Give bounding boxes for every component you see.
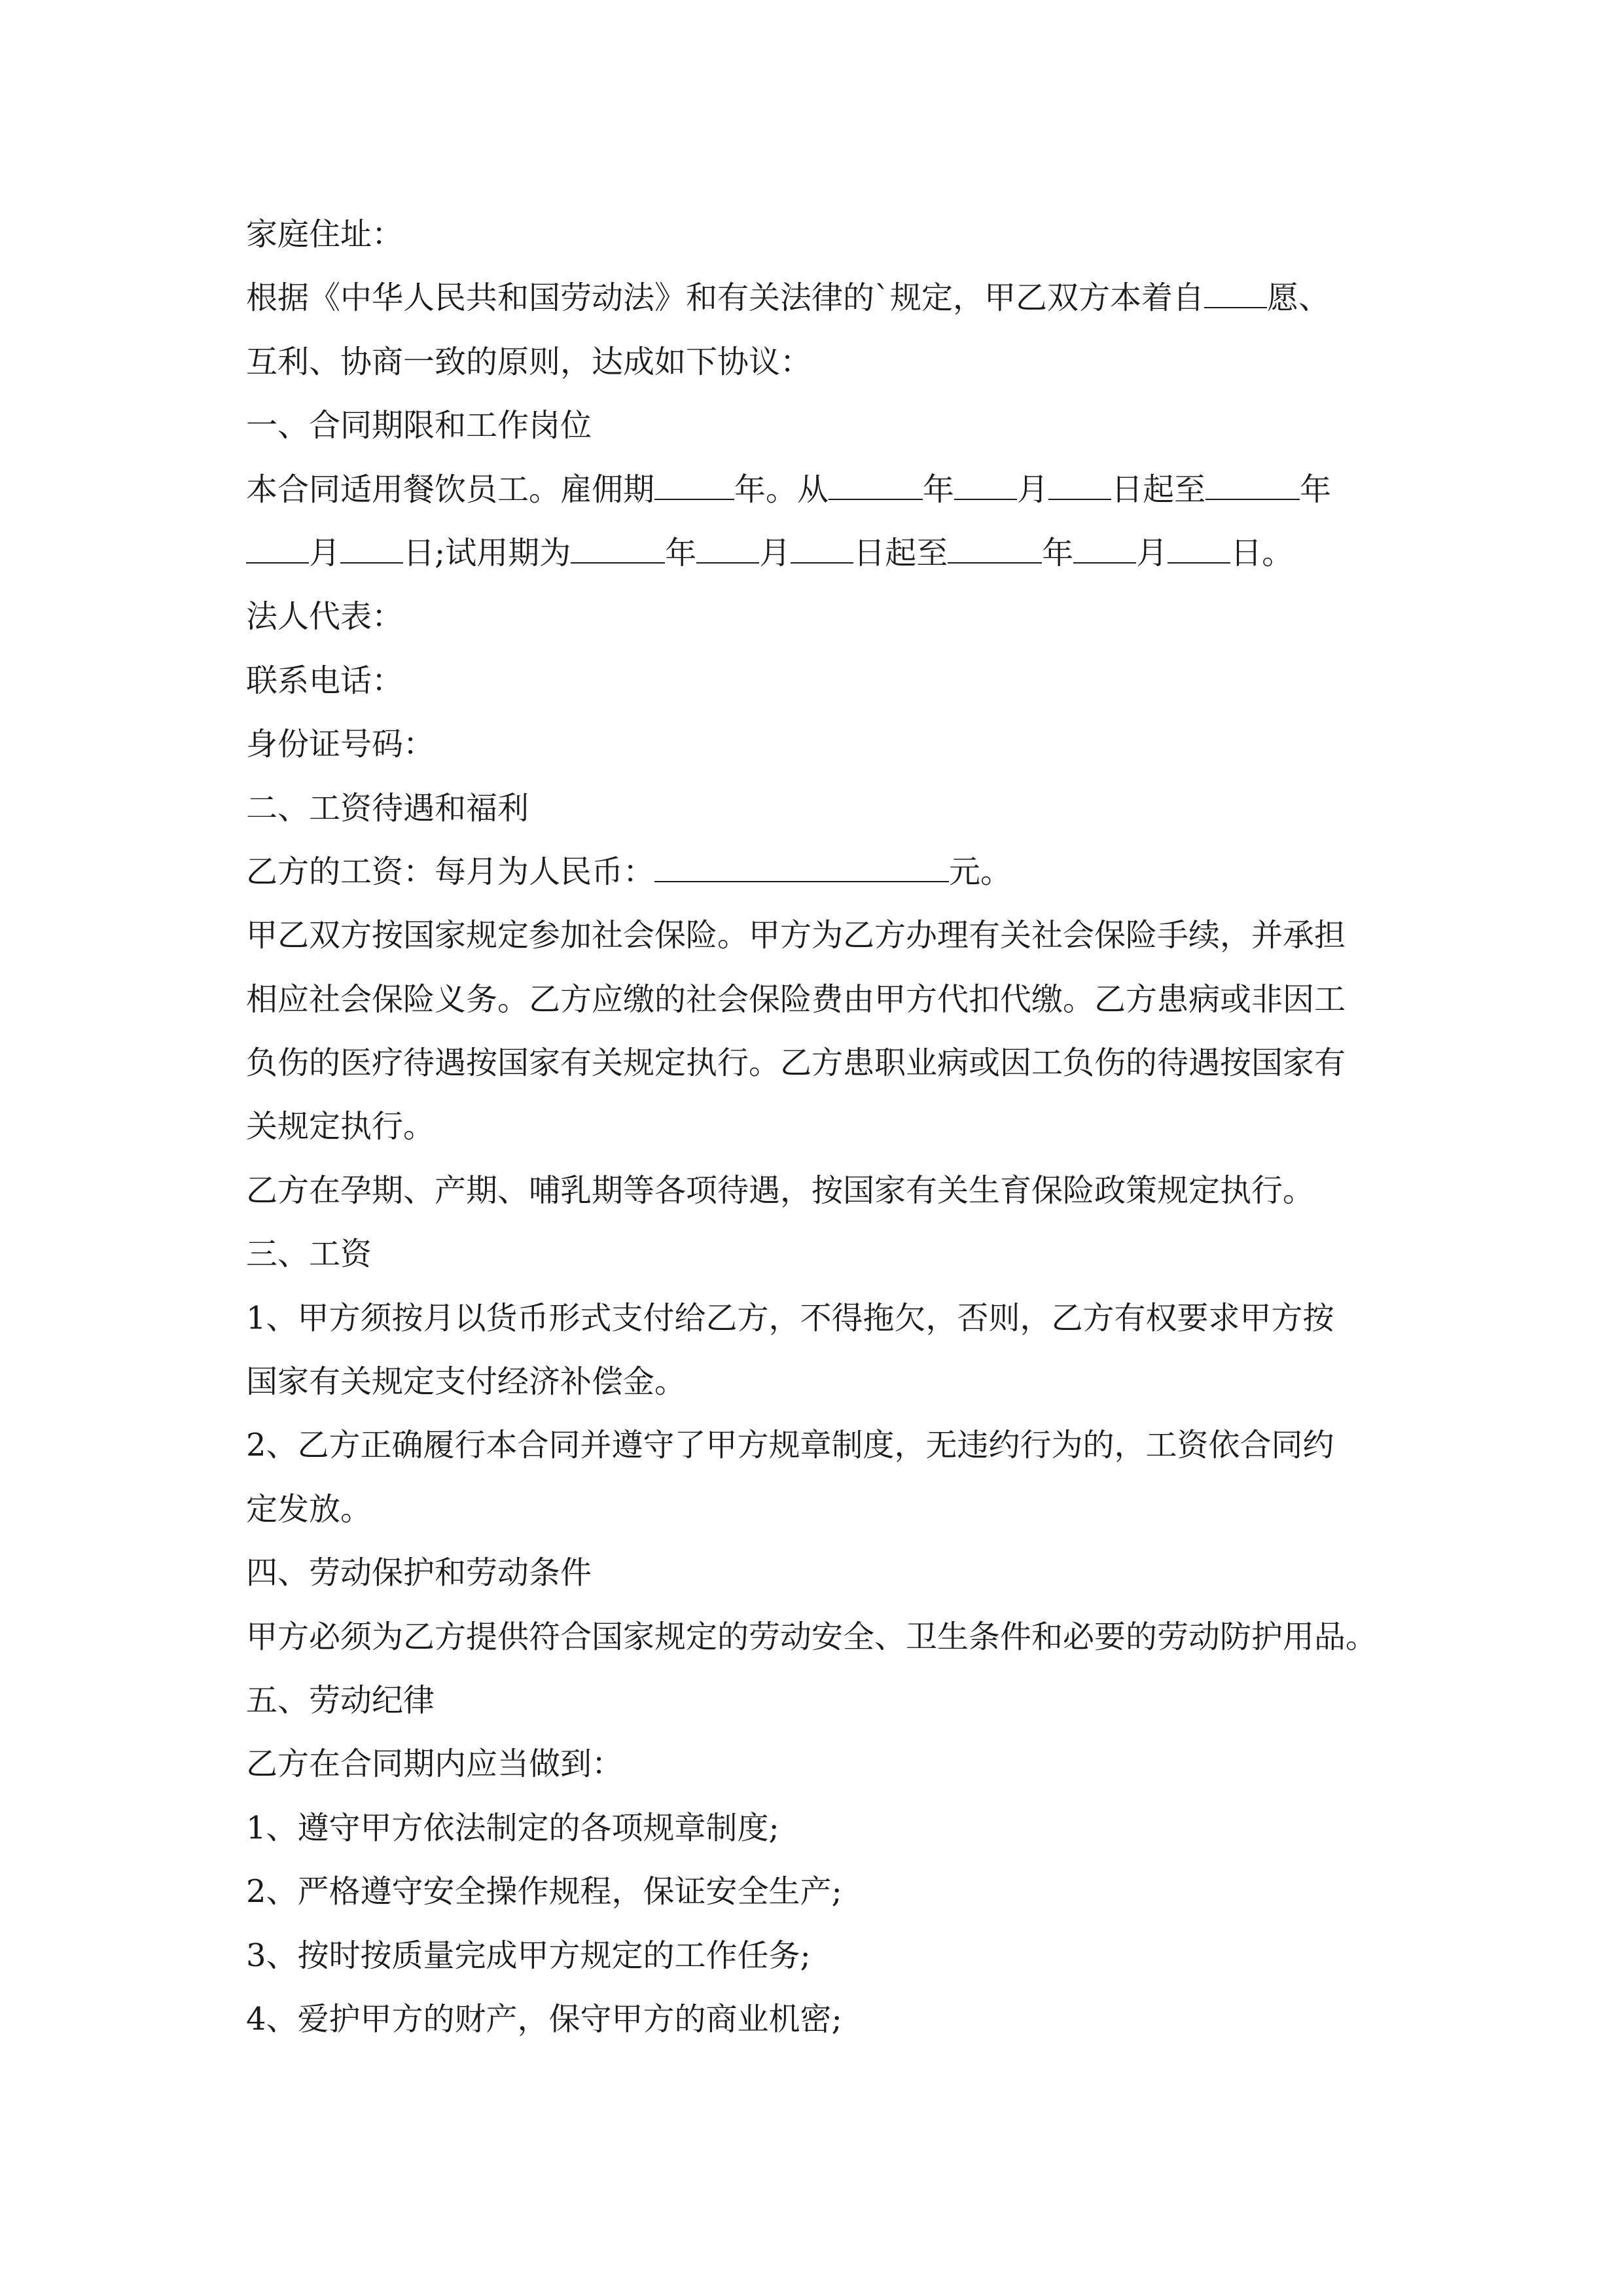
paragraph-text: 定发放。 <box>246 1490 372 1528</box>
term-line-2 <box>246 522 1398 585</box>
section-heading: 二、工资待遇和福利 <box>246 789 529 827</box>
paragraph-line <box>246 1095 1398 1158</box>
term-text: 月 <box>759 534 791 571</box>
id-number-line <box>246 713 1398 776</box>
phone-line <box>246 649 1398 713</box>
paragraph-text: 相应社会保险义务。乙方应缴的社会保险费由甲方代扣代缴。乙方患病或非因工 <box>246 980 1346 1018</box>
list-item-text: 2、严格遵守安全操作规程，保证安全生产; <box>246 1873 842 1910</box>
paragraph-line <box>246 1350 1398 1414</box>
paragraph-text: 乙方在合同期内应当做到： <box>246 1746 624 1783</box>
term-text: 日;试用期为 <box>403 534 571 571</box>
section-heading: 一、合同期限和工作岗位 <box>246 407 592 444</box>
paragraph-line <box>246 1031 1398 1095</box>
paragraph-line <box>246 1605 1398 1669</box>
paragraph-line <box>246 1287 1398 1350</box>
phone-label: 联系电话： <box>246 662 404 699</box>
section-5-heading <box>246 1669 1398 1732</box>
term-text: 年。从 <box>734 471 829 508</box>
paragraph-text: 甲方必须为乙方提供符合国家规定的劳动安全、卫生条件和必要的劳动防护用品。 <box>246 1618 1378 1655</box>
salary-line <box>246 840 1398 904</box>
paragraph-line <box>246 1159 1398 1223</box>
fill-blank <box>571 536 665 564</box>
term-text: 年 <box>1300 471 1332 508</box>
home-address-label: 家庭住址： <box>246 216 404 253</box>
term-text: 年 <box>923 471 955 508</box>
section-1-heading <box>246 394 1398 457</box>
contract-body <box>246 203 1398 2051</box>
paragraph-text: 2、乙方正确履行本合同并遵守了甲方规章制度，无违约行为的，工资依合同约 <box>246 1427 1334 1464</box>
term-text: 日起至 <box>853 534 948 571</box>
section-2-heading <box>246 777 1398 840</box>
list-item-text: 3、按时按质量完成甲方规定的工作任务; <box>246 1937 811 1974</box>
list-item <box>246 1988 1398 2051</box>
fill-blank <box>340 536 403 564</box>
legal-rep-label: 法人代表： <box>246 598 404 636</box>
fill-blank <box>954 473 1017 500</box>
list-item-text: 4、爱护甲方的财产，保守甲方的商业机密; <box>246 2000 842 2037</box>
paragraph-line <box>246 1414 1398 1477</box>
section-4-heading <box>246 1541 1398 1605</box>
term-text: 月 <box>1017 471 1049 508</box>
fill-blank <box>1204 281 1267 308</box>
fill-blank <box>1073 536 1136 564</box>
fill-blank <box>654 473 734 500</box>
list-item <box>246 1797 1398 1860</box>
section-3-heading <box>246 1223 1398 1286</box>
paragraph-text: 负伤的医疗待遇按国家有关规定执行。乙方患职业病或因工负伤的待遇按国家有 <box>246 1045 1346 1082</box>
paragraph-text: 国家有关规定支付经济补偿金。 <box>246 1363 687 1401</box>
list-item <box>246 1860 1398 1924</box>
term-text: 本合同适用餐饮员工。雇佣期 <box>246 471 655 508</box>
paragraph-text: 关规定执行。 <box>246 1108 435 1145</box>
fill-blank <box>654 855 949 882</box>
paragraph-line <box>246 1478 1398 1541</box>
fill-blank <box>829 473 923 500</box>
section-heading: 五、劳动纪律 <box>246 1681 435 1719</box>
legal-rep-line <box>246 585 1398 649</box>
paragraph-text: 1、甲方须按月以货币形式支付给乙方，不得拖欠，否则，乙方有权要求甲方按 <box>246 1299 1334 1336</box>
term-text: 日。 <box>1230 534 1294 571</box>
preamble-line-2 <box>246 331 1398 394</box>
fill-blank <box>948 536 1042 564</box>
home-address-line <box>246 203 1398 266</box>
paragraph-text: 乙方在孕期、产期、哺乳期等各项待遇，按国家有关生育保险政策规定执行。 <box>246 1172 1315 1209</box>
term-line-1 <box>246 458 1398 522</box>
fill-blank <box>1205 473 1300 500</box>
preamble-text: 根据《中华人民共和国劳动法》和有关法律的`规定，甲乙双方本着自 <box>246 279 1205 317</box>
paragraph-text: 甲乙双方按国家规定参加社会保险。甲方为乙方办理有关社会保险手续，并承担 <box>246 917 1346 954</box>
fill-blank <box>1168 536 1230 564</box>
paragraph-line <box>246 904 1398 967</box>
section-heading: 三、工资 <box>246 1236 372 1273</box>
term-text: 月 <box>1136 534 1168 571</box>
salary-text: 乙方的工资：每月为人民币： <box>246 853 655 890</box>
term-text: 月 <box>309 534 341 571</box>
list-item-text: 1、遵守甲方依法制定的各项规章制度; <box>246 1809 779 1846</box>
fill-blank <box>1048 473 1111 500</box>
section-heading: 四、劳动保护和劳动条件 <box>246 1554 592 1592</box>
preamble-line-1 <box>246 266 1398 330</box>
paragraph-line <box>246 968 1398 1031</box>
paragraph-line <box>246 1732 1398 1796</box>
fill-blank <box>791 536 853 564</box>
fill-blank <box>696 536 759 564</box>
id-number-label: 身份证号码： <box>246 726 435 763</box>
fill-blank <box>246 536 309 564</box>
term-text: 年 <box>1042 534 1074 571</box>
salary-unit: 元。 <box>949 853 1012 890</box>
preamble-text-2: 互利、协商一致的原则，达成如下协议： <box>246 343 812 380</box>
term-text: 年 <box>665 534 697 571</box>
list-item <box>246 1924 1398 1988</box>
preamble-text-end: 愿、 <box>1267 279 1330 317</box>
term-text: 日起至 <box>1111 471 1206 508</box>
